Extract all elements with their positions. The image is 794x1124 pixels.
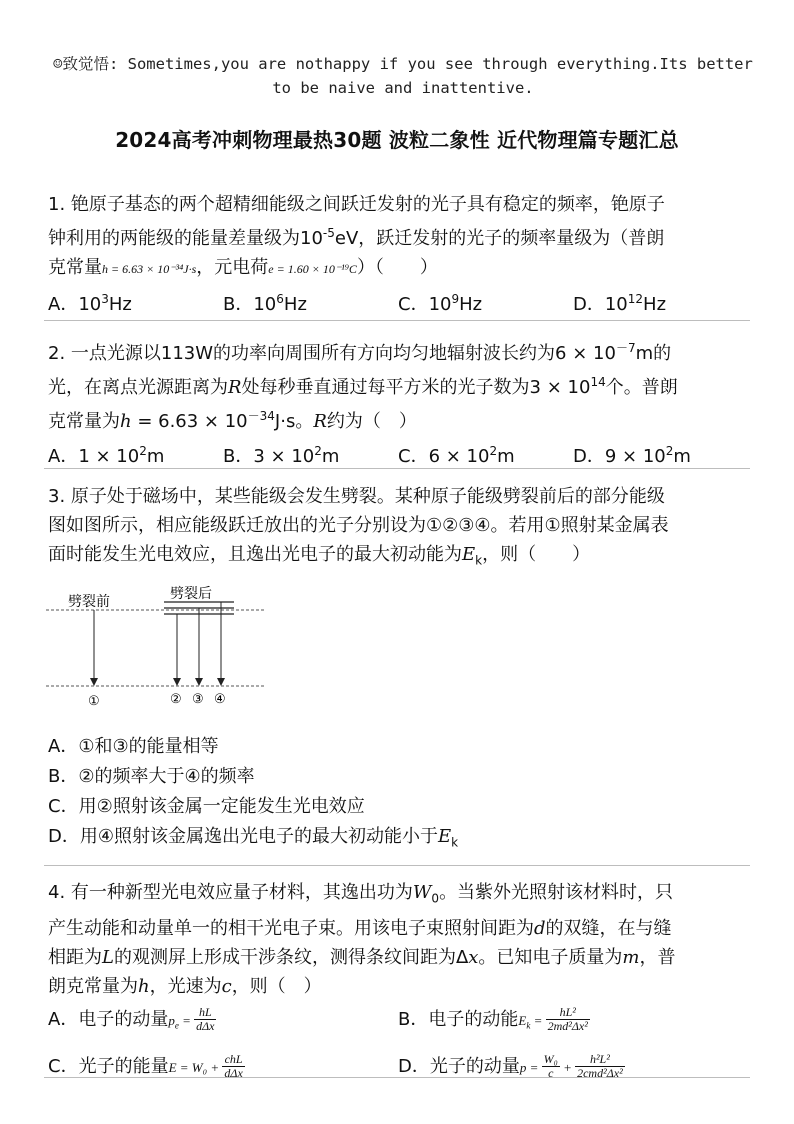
q2-line2c: 个。普朗 [605, 377, 678, 398]
question-4 [48, 878, 748, 1087]
var-l: L [102, 946, 114, 968]
var-r: R [313, 411, 327, 432]
option-unit: m [321, 446, 340, 467]
arrow-label-2: ② [170, 692, 182, 707]
divider [44, 468, 750, 469]
option-sup: 2 [314, 444, 322, 458]
arrow-2-head [173, 678, 181, 686]
var-ek-sub: k [451, 835, 459, 850]
q4-line3d: ，普 [639, 946, 676, 968]
option-label: B．3 × 10 [223, 446, 315, 467]
q3-line2: 图如图所示，相应能级跃迁放出的光子分别设为①②③④。若用①照射某金属表 [48, 515, 669, 536]
option-sup: 3 [101, 292, 109, 306]
q2-line2b: 处每秒垂直通过每平方米的光子数为3 × 10 [241, 377, 591, 398]
option-sup: 2 [665, 444, 674, 458]
q4-option-a-text: A．电子的动量 [48, 1008, 169, 1030]
q4-line1a: 4. 有一种新型光电效应量子材料，其逸出功为 [48, 882, 413, 903]
var-h: h [120, 411, 132, 432]
var-ek: E [462, 544, 476, 565]
q1-option-c[interactable] [398, 285, 573, 319]
q1-option-b[interactable] [223, 285, 398, 319]
var-p: p [168, 1012, 175, 1028]
denominator: dΔx [224, 1066, 243, 1081]
var-h: h [138, 975, 150, 997]
q2-option-c[interactable] [398, 437, 573, 471]
var-d: d [534, 917, 546, 939]
option-label: A．10 [48, 294, 102, 315]
var-ek: E [438, 826, 452, 847]
q3-option-a[interactable]: A．①和③的能量相等 [48, 736, 219, 757]
option-label: B．10 [223, 294, 277, 315]
q1-line1: 1. 铯原子基态的两个超精细能级之间跃迁发射的光子具有稳定的频率，铯原子 [48, 194, 665, 215]
fraction [194, 1006, 216, 1033]
question-1 [48, 190, 748, 319]
q4-line2 [48, 914, 748, 943]
q2-line3b: = 6.63 × 10 [131, 411, 248, 432]
q4-options-row1 [48, 1003, 748, 1043]
q4-line3a: 相距为 [48, 946, 102, 968]
q1-line3 [48, 253, 748, 284]
option-unit: Hz [108, 294, 132, 315]
q4-line1b: 。当紫外光照射该材料时，只 [439, 882, 674, 903]
option-sup: 12 [627, 292, 644, 306]
arrow-label-1: ① [88, 694, 100, 709]
q4-line2a: 产生动能和动量单一的相干光电子束。用该电子束照射间距为 [48, 917, 534, 939]
option-unit: Hz [643, 294, 667, 315]
var-w0: W [412, 882, 432, 903]
energy-level-diagram [44, 578, 274, 714]
q1-line2 [48, 219, 748, 253]
arrow-4-head [217, 678, 225, 686]
arrow-label-3: ③ [192, 692, 204, 707]
q2-exp3: －34 [247, 409, 275, 423]
q4-option-d-lhs: p = [519, 1059, 542, 1075]
q4-option-a-formula: $p_e$ = [168, 1012, 195, 1031]
q2-line1a: 2. 一点光源以113W的功率向周围所有方向均匀地辐射波长约为6 × 10 [48, 343, 616, 364]
q3-option-c[interactable]: C．用②照射该金属一定能发生光电效应 [48, 796, 365, 817]
option-label: D．10 [573, 294, 628, 315]
option-unit: m [146, 446, 165, 467]
q4-option-b-formula: $E_k$ = [518, 1012, 546, 1031]
denominator: 2md²Δx² [547, 1019, 588, 1034]
q2-line1b: m的 [635, 343, 672, 364]
divider [44, 1077, 750, 1078]
option-unit: Hz [283, 294, 307, 315]
option-unit: Hz [459, 294, 483, 315]
numerator: hL [194, 1006, 216, 1020]
numerator: W₀ [543, 1052, 558, 1067]
var-e: E [518, 1012, 527, 1028]
option-unit: m [497, 446, 515, 467]
q3-option-d[interactable] [48, 822, 748, 858]
option-sup: 9 [451, 292, 460, 306]
var-w0-sub: 0 [431, 891, 440, 906]
q1-line2b: eV，跃迁发射的光子的频率量级为（普朗 [334, 228, 665, 249]
q4-line4 [48, 972, 748, 1001]
var-c: c [221, 975, 232, 997]
q1-line2a: 钟利用的两能级的能量差量级为10 [48, 228, 323, 249]
var-ek-sub: k [475, 553, 483, 568]
q2-line2a: 光，在离点光源距离为 [48, 377, 228, 398]
divider [44, 865, 750, 866]
q4-option-d-text: D．光子的动量 [398, 1055, 520, 1077]
var-e-sub: k [526, 1020, 531, 1031]
q4-option-b[interactable] [398, 1005, 748, 1041]
var-p-sub: e [174, 1020, 179, 1031]
arrow-label-4: ④ [214, 692, 226, 707]
question-3 [48, 482, 748, 576]
q3-line3 [48, 540, 748, 576]
option-sup: 2 [489, 444, 498, 458]
plus-sign: + [559, 1059, 576, 1075]
q1-options [48, 285, 748, 319]
arrow-1-head [90, 678, 98, 686]
fraction [546, 1006, 590, 1033]
q1-line3c: ）（ ） [356, 257, 438, 278]
q2-line3 [48, 402, 748, 436]
q4-option-c-lhs: E = W₀ + [168, 1059, 223, 1075]
denominator: dΔx [196, 1019, 215, 1034]
q2-option-a[interactable] [48, 437, 223, 471]
q4-line3b: 的观测屏上形成干涉条纹，测得条纹间距为Δ [113, 946, 469, 968]
q3-options [48, 732, 748, 858]
q2-line2 [48, 368, 748, 402]
q1-exponent: -5 [322, 226, 335, 240]
arrow-3-head [195, 678, 203, 686]
option-label: C．10 [398, 294, 452, 315]
question-2 [48, 334, 748, 471]
planck-constant-formula: h = 6.63 × 10⁻³⁴J·s [102, 262, 197, 276]
q4-line4c: ，则（ ） [231, 975, 322, 997]
q3-line1: 3. 原子处于磁场中，某些能级会发生劈裂。某种原子能级劈裂前后的部分能级 [48, 486, 665, 507]
q4-line4b: ，光速为 [149, 975, 222, 997]
q2-option-d[interactable] [573, 437, 748, 471]
q4-options-row2 [48, 1047, 748, 1087]
q4-line2b: 的双缝，在与缝 [545, 917, 672, 939]
q3-line3a: 面时能发生光电效应，且逸出光电子的最大初动能为 [48, 544, 462, 565]
q2-exp2: 14 [590, 375, 606, 389]
q2-line3a: 克常量为 [48, 411, 120, 432]
q2-option-b[interactable] [223, 437, 398, 471]
motto: ☺致觉悟: Sometimes,you are nothappy if you see through everything.Its better to be naive and inattentive. [53, 55, 753, 97]
q1-line3b: ，元电荷 [196, 257, 269, 278]
q2-options [48, 437, 748, 471]
option-unit: m [673, 446, 691, 467]
q3-option-b[interactable]: B．②的频率大于④的频率 [48, 766, 255, 787]
var-m: m [622, 946, 640, 968]
denominator: c [548, 1066, 554, 1081]
before-split-label: 劈裂前 [68, 594, 110, 610]
q4-line3 [48, 943, 748, 972]
q2-line1 [48, 334, 748, 368]
option-label: A．1 × 10 [48, 446, 140, 467]
q3-line3b: ，则（ ） [482, 544, 591, 565]
q1-line3a: 克常量 [48, 257, 102, 278]
q3-option-d-text: D．用④照射该金属逸出光电子的最大初动能小于 [48, 826, 438, 847]
var-r: R [228, 377, 242, 398]
numerator: chL [222, 1053, 244, 1067]
divider [44, 320, 750, 321]
q4-line4a: 朗克常量为 [48, 975, 138, 997]
q2-exp1: －7 [615, 341, 636, 355]
var-x: x [468, 946, 479, 968]
q4-line1 [48, 878, 748, 914]
numerator: h²L² [575, 1053, 625, 1067]
option-label: C．6 × 10 [398, 446, 490, 467]
after-split-label: 劈裂后 [170, 586, 212, 602]
denominator: 2cmd²Δx² [577, 1066, 623, 1081]
q4-option-b-text: B．电子的动能 [398, 1008, 519, 1030]
page-title: 2024高考冲刺物理最热30题 波粒二象性 近代物理篇专题汇总 [115, 128, 679, 152]
numerator: hL² [546, 1006, 590, 1020]
q1-option-a[interactable] [48, 285, 223, 319]
q2-line3c: J·s。 [274, 411, 314, 432]
option-label: D．9 × 10 [573, 446, 666, 467]
q4-option-c-text: C．光子的能量 [48, 1055, 169, 1077]
option-sup: 2 [139, 444, 147, 458]
q2-line3d: 约为（ ） [326, 411, 417, 432]
q1-option-d[interactable] [573, 285, 748, 319]
q4-option-a[interactable] [48, 1005, 398, 1041]
elementary-charge-formula: e = 1.60 × 10⁻¹⁹C [268, 262, 357, 276]
q4-line3c: 。已知电子质量为 [478, 946, 623, 968]
option-sup: 6 [276, 292, 284, 306]
